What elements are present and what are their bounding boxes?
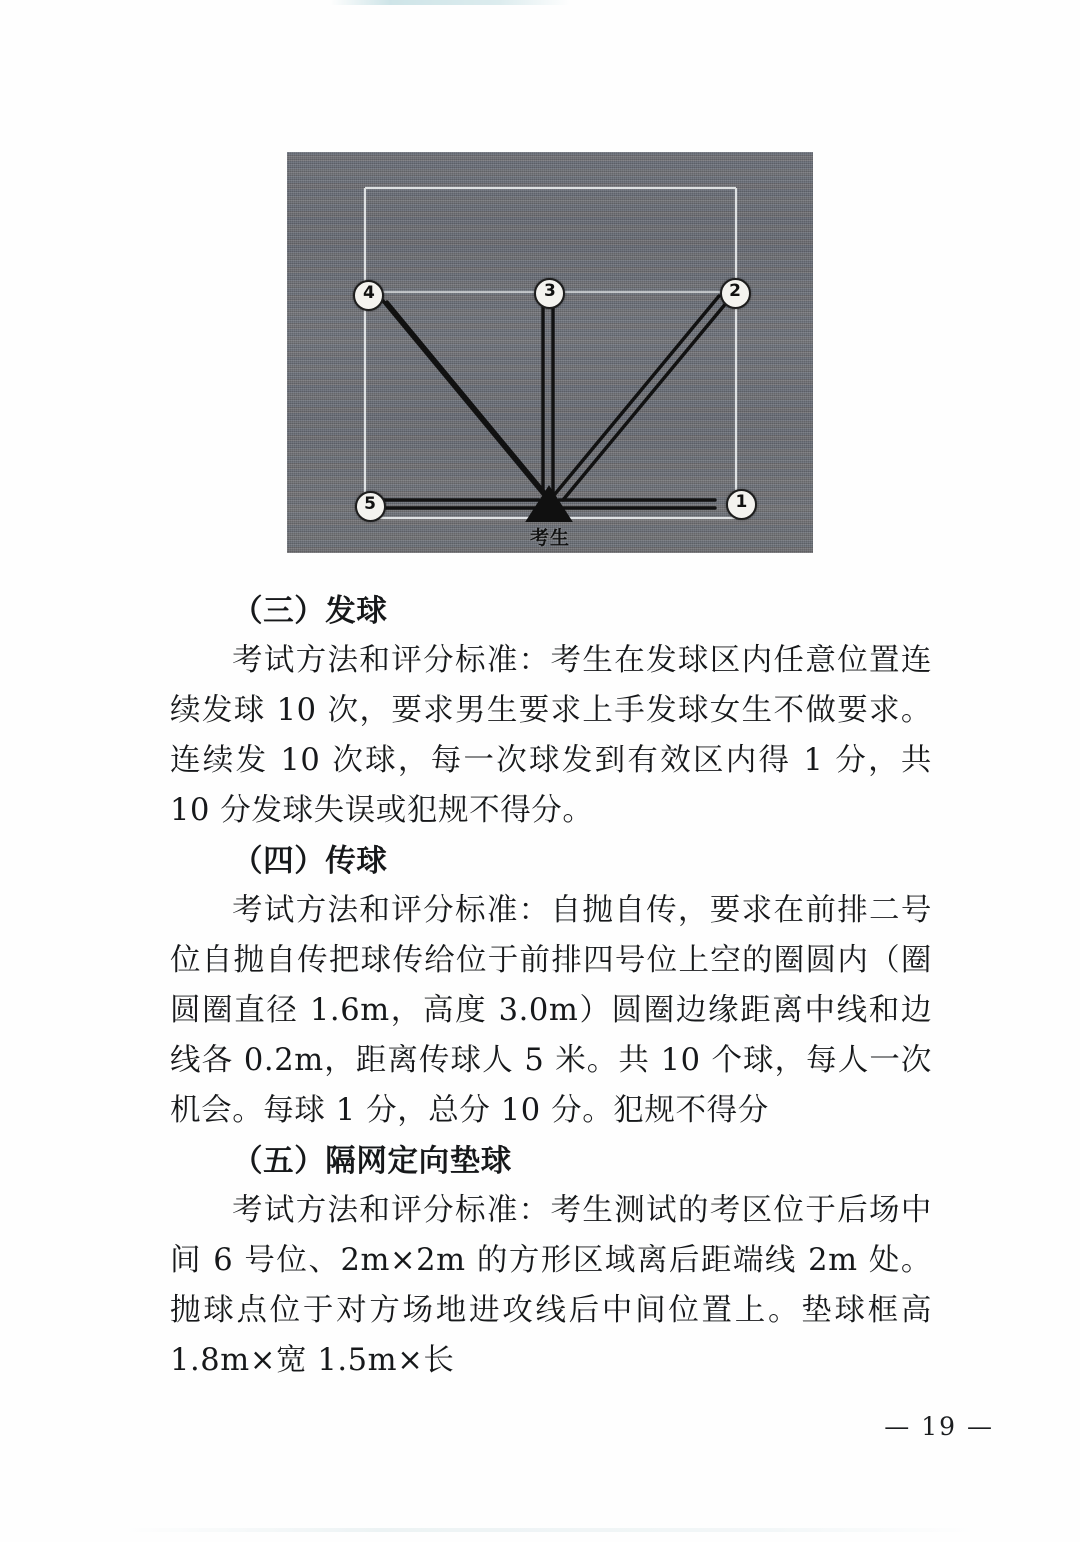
section-body-5: 考试方法和评分标准：考生测试的考区位于后场中间 6 号位、2m×2m 的方形区域离后距端线 2m 处。抛球点位于对方场地进攻线后中间位置上。垫球框高 1.8m×宽 1.5m×长 (170, 1193, 932, 1378)
section-heading-4: （四）传球 (232, 843, 388, 879)
court-position-label: 5 (364, 493, 376, 514)
court-position-label: 1 (735, 492, 748, 513)
player-triangle-marker (527, 487, 571, 521)
page-number: — 19 — (884, 1412, 994, 1441)
section-heading-5: （五）隔网定向垫球 (232, 1143, 512, 1179)
scan-artifact-bottom (120, 1528, 980, 1532)
player-position-label: 考生 (529, 526, 570, 549)
court-photo (287, 152, 813, 553)
figure-volleyball-court-diagram (287, 152, 813, 553)
section-heading-3: （三）发球 (232, 593, 388, 629)
court-lines (365, 188, 736, 518)
direction-arrows (379, 296, 727, 508)
scan-artifact-top (330, 0, 570, 5)
section-body-4: 考试方法和评分标准：自抛自传，要求在前排二号位自抛自传把球传给位于前排四号位上空的圈圆内（圈圆圈直径 1.6m，高度 3.0m）圆圈边缘距离中线和边线各 0.2m，距离传球人 5 米。共 10 个球，每人一次机会。每球 1 分，总分 10 分。犯规不得分 (170, 893, 932, 1128)
court-position-marker-4 (353, 280, 384, 311)
court-position-marker-3 (534, 278, 565, 309)
court-position-marker-2 (720, 278, 751, 309)
court-position-label: 3 (543, 280, 556, 301)
section-body-3: 考试方法和评分标准：考生在发球区内任意位置连续发球 10 次，要求男生要求上手发球女生不做要求。连续发 10 次球，每一次球发到有效区内得 1 分，共 10 分发球失误或犯规不得分。 (170, 643, 932, 828)
document-body (170, 586, 932, 1386)
court-position-marker-5 (355, 491, 386, 522)
court-position-label: 2 (729, 280, 741, 301)
court-position-label: 4 (363, 282, 375, 303)
